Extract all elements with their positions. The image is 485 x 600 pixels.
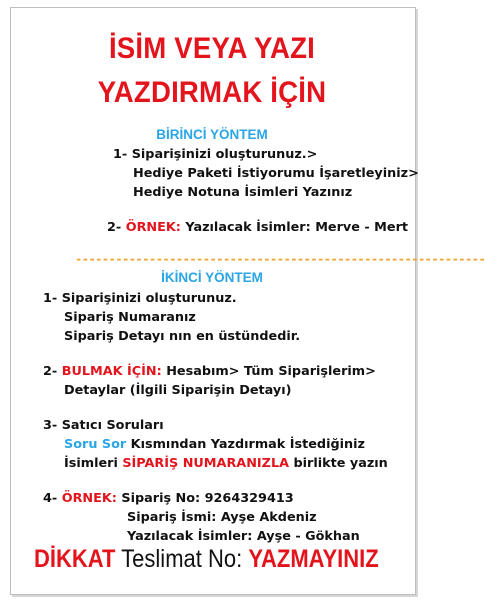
method-2-step-1 xyxy=(43,291,237,306)
method-1-step-1 xyxy=(113,147,317,162)
example-label: ÖRNEK: xyxy=(125,220,181,235)
method-1-heading: BİRİNCİ YÖNTEM xyxy=(156,127,268,142)
example-label: ÖRNEK: xyxy=(61,491,117,506)
section-divider: ------------------------------------------------------------- xyxy=(75,252,485,266)
footer-warning xyxy=(34,545,379,574)
method-1-step-1-line-2: Hediye Paketi İstiyorumu İşaretleyiniz> xyxy=(133,166,419,181)
step-text: Satıcı Soruları xyxy=(61,418,164,433)
method-2-step-1-line-3: Sipariş Detayı nın en üstündedir. xyxy=(64,329,301,344)
step-number: 2- xyxy=(107,220,122,235)
step-number: 3- xyxy=(43,418,58,433)
step-text: Kısmından Yazdırmak İstediğiniz xyxy=(126,437,365,452)
method-2-step-4 xyxy=(43,491,294,506)
method-2-step-3 xyxy=(43,418,164,433)
method-2-step-2 xyxy=(43,364,376,379)
method-2-step-4-line-2: Sipariş İsmi: Ayşe Akdeniz xyxy=(127,510,317,525)
example-text: Yazılacak İsimler: Merve - Mert xyxy=(185,220,409,235)
method-1-step-2 xyxy=(107,220,408,235)
footer-prefix: DİKKAT xyxy=(34,545,116,573)
method-2-step-3-line-3 xyxy=(64,456,388,471)
method-2-step-3-line-2 xyxy=(64,437,365,452)
order-number-text: Sipariş No: 9264329413 xyxy=(121,491,294,506)
step-text: Siparişinizi oluşturunuz. xyxy=(61,291,237,306)
title-line-2: YAZDIRMAK İÇİN xyxy=(97,76,327,109)
method-1-step-1-line-3: Hediye Notuna İsimleri Yazınız xyxy=(133,185,353,200)
step-number: 1- xyxy=(113,147,128,162)
method-2-step-4-line-3: Yazılacak İsimler: Ayşe - Gökhan xyxy=(127,529,360,544)
title-line-1: İSİM VEYA YAZI xyxy=(108,32,316,65)
method-2-step-1-line-2: Sipariş Numaranız xyxy=(64,310,196,325)
step-text: birlikte yazın xyxy=(289,456,388,471)
step-text: Siparişinizi oluşturunuz.> xyxy=(131,147,318,162)
soru-sor-link[interactable]: Soru Sor xyxy=(64,437,127,452)
step-number: 2- xyxy=(43,364,58,379)
step-text: İsimleri xyxy=(64,456,123,471)
find-path: Hesabım> Tüm Siparişlerim> xyxy=(166,364,376,379)
footer-suffix: YAZMAYINIZ xyxy=(248,545,379,573)
find-label: BULMAK İÇİN: xyxy=(61,364,162,379)
footer-middle: Teslimat No: xyxy=(115,545,249,573)
method-2-heading: İKİNCİ YÖNTEM xyxy=(161,270,263,285)
step-number: 1- xyxy=(43,291,58,306)
step-number: 4- xyxy=(43,491,58,506)
order-number-emphasis: SİPARİŞ NUMARANIZLA xyxy=(122,456,290,471)
method-2-step-2-line-2: Detaylar (İlgili Siparişin Detayı) xyxy=(64,383,292,398)
